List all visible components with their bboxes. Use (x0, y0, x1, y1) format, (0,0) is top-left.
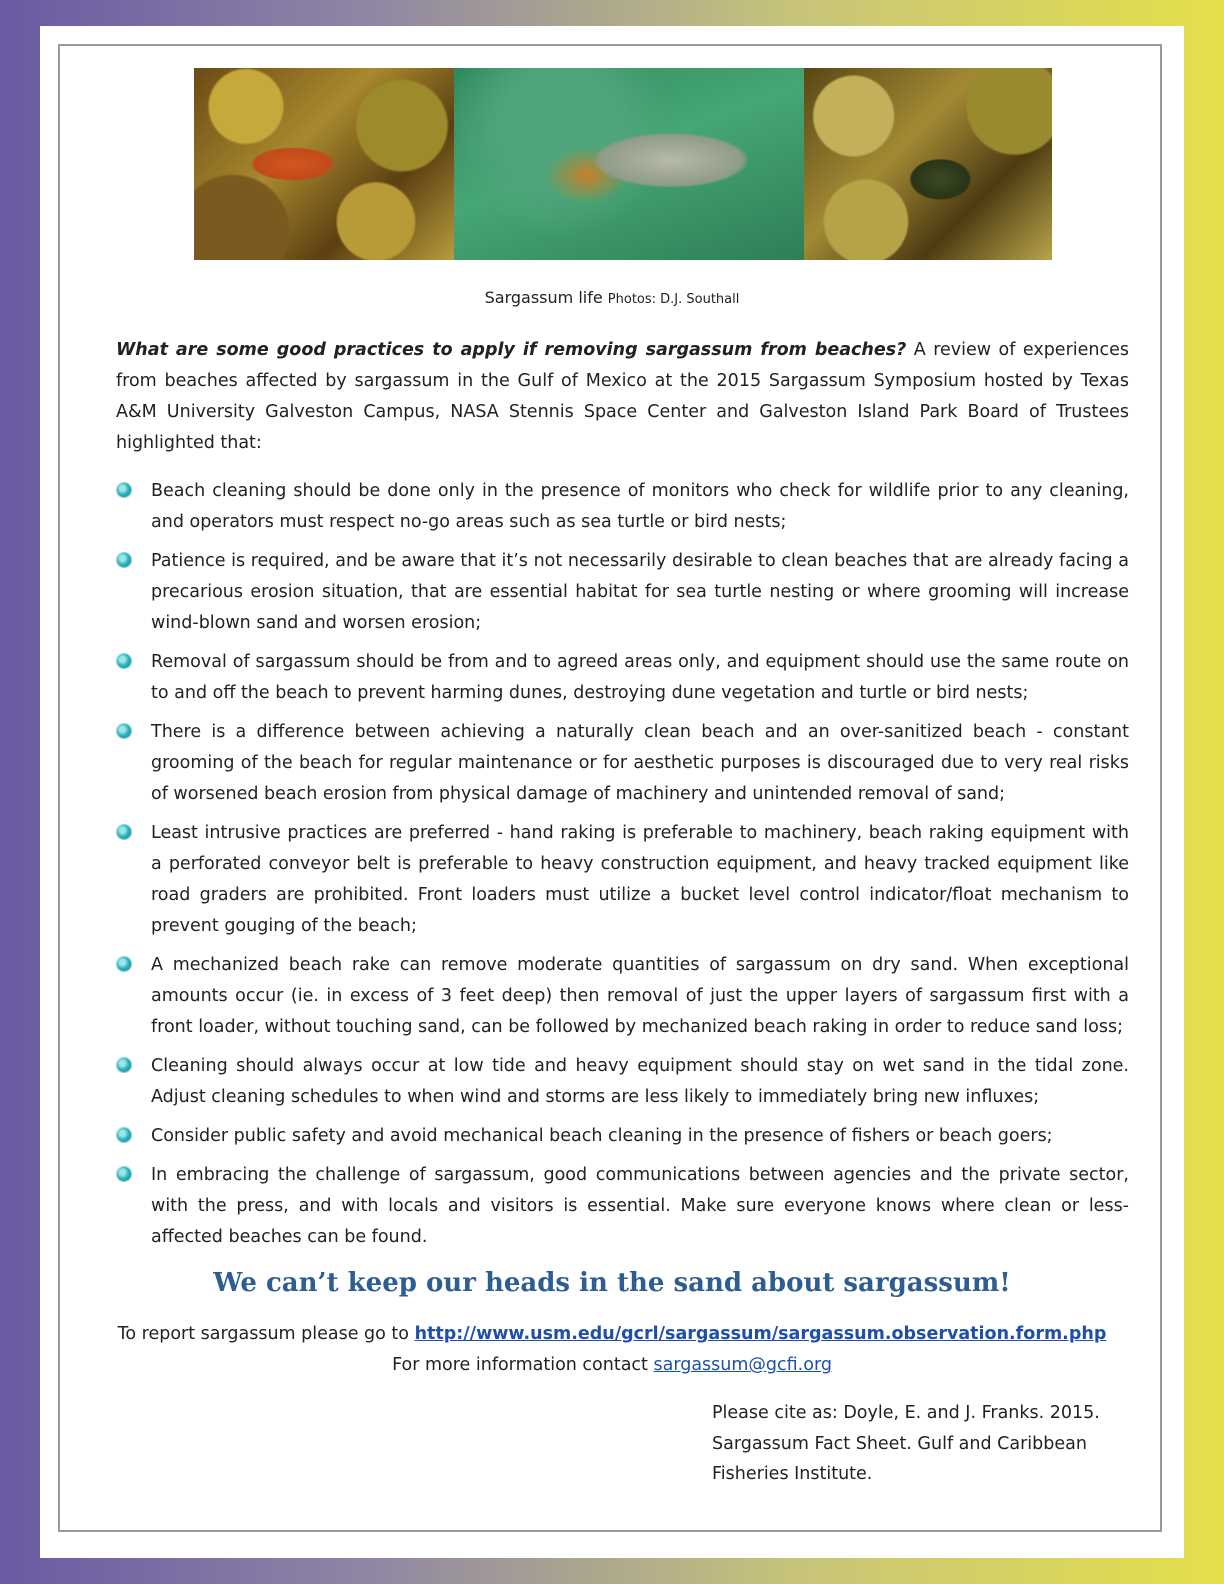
list-item-text: Patience is required, and be aware that it’s not necessarily desirable to clean beaches that are already facing a precarious erosion situation, that are essential habitat for sea turtle nesting or where grooming will increase wind-blown sand and worsen erosion; (151, 551, 1129, 633)
report-prefix: To report sargassum please go to (117, 1324, 415, 1344)
list-item (116, 1160, 1129, 1253)
caption-main: Sargassum life (484, 288, 603, 307)
list-item-text: Cleaning should always occur at low tide and heavy equipment should stay on wet sand in the tidal zone. Adjust cleaning schedules to when wind and storms are less likely to immediately bring new influxes; (151, 1056, 1129, 1107)
list-item (116, 476, 1129, 538)
list-item-text: Consider public safety and avoid mechanical beach cleaning in the presence of fishers or beach goers; (151, 1126, 1053, 1146)
list-item-text: There is a difference between achieving a naturally clean beach and an over-sanitized beach - constant grooming of the beach for regular maintenance or for aesthetic purposes is discouraged due to very real risks of worsened beach erosion from physical damage of machinery and unintended removal of sand; (151, 722, 1129, 804)
bullet-icon (116, 1166, 132, 1182)
practices-list (116, 476, 1129, 1261)
intro-paragraph (116, 335, 1129, 459)
list-item (116, 950, 1129, 1043)
bullet-icon (116, 552, 132, 568)
list-item (116, 647, 1129, 709)
list-item (116, 818, 1129, 942)
contact-line (40, 1350, 1184, 1381)
caption-credit: Photos: D.J. Southall (607, 292, 740, 307)
bullet-icon (116, 653, 132, 669)
report-form-link[interactable]: http://www.usm.edu/gcrl/sargassum/sargassum.observation.form.php (414, 1324, 1107, 1344)
contact-prefix: For more information contact (392, 1355, 654, 1375)
photo-crab (194, 68, 454, 260)
intro-text: A review of experiences from beaches affected by sargassum in the Gulf of Mexico at the 2015 Sargassum Symposium hosted by Texas A&M University Galveston Campus, NASA Stennis Space Center and Galveston Island Park Board of Trustees highlighted that: (116, 340, 1129, 453)
report-line (40, 1319, 1184, 1350)
bullet-icon (116, 956, 132, 972)
report-section (40, 1319, 1184, 1381)
intro-question: What are some good practices to apply if removing sargassum from beaches? (116, 340, 907, 360)
bullet-icon (116, 1057, 132, 1073)
bullet-icon (116, 1127, 132, 1143)
slogan-heading: We can’t keep our heads in the sand about sargassum! (213, 1268, 1011, 1298)
list-item-text: In embracing the challenge of sargassum, good communications between agencies and the private sector, with the press, and with locals and visitors is essential. Make sure everyone knows where clean or less-affected beaches can be found. (151, 1165, 1129, 1247)
citation-line: Please cite as: Doyle, E. and J. Franks. 2015. (712, 1403, 1100, 1423)
list-item-text: Removal of sargassum should be from and to agreed areas only, and equipment should use the same route on to and off the beach to prevent harming dunes, destroying dune vegetation and turtle or bird nests; (151, 652, 1129, 703)
list-item (116, 546, 1129, 639)
citation (712, 1398, 1132, 1490)
fact-sheet-page (40, 26, 1184, 1558)
list-item (116, 717, 1129, 810)
bullet-icon (116, 723, 132, 739)
list-item (116, 1051, 1129, 1113)
photo-shell (804, 68, 1052, 260)
photo-strip (194, 68, 1052, 260)
list-item-text: Beach cleaning should be done only in the presence of monitors who check for wildlife prior to any cleaning, and operators must respect no-go areas such as sea turtle or bird nests; (151, 481, 1129, 532)
photo-caption (40, 288, 1184, 307)
bullet-icon (116, 482, 132, 498)
bullet-icon (116, 824, 132, 840)
list-item-text: A mechanized beach rake can remove moderate quantities of sargassum on dry sand. When exceptional amounts occur (ie. in excess of 3 feet deep) then removal of just the upper layers of sargassum first with a front loader, without touching sand, can be followed by mechanized beach raking in order to reduce sand loss; (151, 955, 1129, 1037)
list-item-text: Least intrusive practices are preferred - hand raking is preferable to machinery, beach raking equipment with a perforated conveyor belt is preferable to heavy construction equipment, and heavy tracked equipment like road graders are prohibited. Front loaders must utilize a bucket level control indicator/float mechanism to prevent gouging of the beach; (151, 823, 1129, 936)
citation-line: Sargassum Fact Sheet. Gulf and Caribbean (712, 1433, 1087, 1454)
contact-email-link[interactable]: sargassum@gcfi.org (653, 1355, 832, 1375)
photo-fish (454, 68, 804, 260)
list-item (116, 1121, 1129, 1152)
citation-line: Fisheries Institute. (712, 1464, 873, 1484)
